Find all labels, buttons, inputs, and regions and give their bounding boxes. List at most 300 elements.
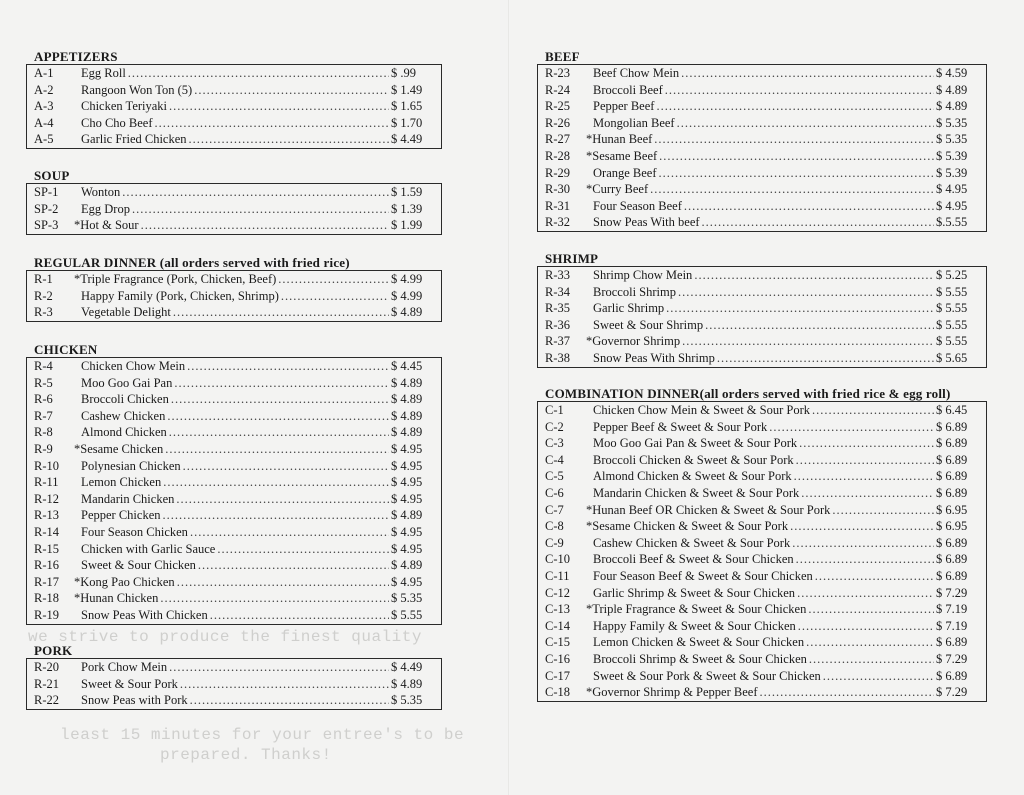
menu-item-row: [538, 214, 986, 231]
item-code: C-10: [545, 552, 570, 567]
item-code: SP-1: [34, 185, 59, 199]
menu-item-row: [538, 601, 986, 618]
item-name: Vegetable Delight: [81, 305, 171, 320]
leader-dots: [682, 333, 934, 350]
item-code: C-7: [545, 502, 564, 517]
item-code: R-33: [545, 268, 570, 282]
leader-dots: [183, 458, 389, 475]
item-name: Chicken Chow Mein: [81, 359, 186, 373]
leader-dots: [281, 288, 389, 305]
leader-dots: [169, 98, 389, 115]
section-title: CHICKEN: [34, 342, 98, 357]
item-price: $ 4.49: [391, 660, 423, 674]
item-code: C-16: [545, 651, 570, 666]
item-name: Snow Peas With Shrimp: [593, 350, 715, 365]
item-price: $ 1.99: [391, 218, 423, 233]
items-box: [26, 658, 442, 710]
item-price: $ 4.99: [391, 272, 423, 286]
item-name: Cashew Chicken: [81, 408, 166, 423]
leader-dots: [160, 590, 389, 607]
item-name: Cho Cho Beef: [81, 115, 153, 130]
menu-item-row: [27, 184, 441, 201]
item-code: SP-2: [34, 201, 59, 216]
item-price: $ 6.89: [936, 552, 968, 567]
item-name: Broccoli Chicken: [81, 392, 169, 407]
item-price: $ 4.95: [936, 182, 968, 197]
leader-dots: [174, 375, 389, 392]
item-code: C-5: [545, 469, 564, 484]
leader-dots: [769, 419, 934, 436]
menu-item-row: [27, 557, 441, 574]
items-box: [537, 64, 987, 232]
leader-dots: [702, 214, 934, 231]
item-code: R-2: [34, 288, 53, 303]
item-price: $ 6.89: [936, 535, 968, 550]
item-price: $ 4.95: [391, 441, 423, 456]
menu-item-row: [538, 300, 986, 317]
leader-dots: [797, 585, 934, 602]
leader-dots: [808, 601, 934, 618]
item-code: R-4: [34, 359, 53, 373]
item-code: R-27: [545, 132, 570, 147]
appetizers-section: [26, 49, 442, 149]
item-name: Garlic Shrimp: [593, 301, 665, 316]
menu-item-row: [538, 668, 986, 685]
menu-item-row: [538, 634, 986, 651]
regular-dinner-section: [26, 255, 442, 322]
item-code: C-1: [545, 403, 564, 417]
item-price: $ 5.55: [936, 334, 968, 349]
item-code: R-10: [34, 458, 59, 473]
menu-item-row: [538, 518, 986, 535]
menu-item-row: [27, 474, 441, 491]
menu-item-row: [538, 165, 986, 182]
item-name: Chicken with Garlic Sauce: [81, 541, 216, 556]
leader-dots: [812, 402, 934, 419]
item-price: $ 6.95: [936, 519, 968, 534]
menu-item-row: [538, 419, 986, 436]
item-code: R-13: [34, 508, 59, 523]
menu-item-row: [27, 458, 441, 475]
menu-item-row: [27, 408, 441, 425]
item-name: Egg Drop: [81, 201, 130, 216]
menu-item-row: [538, 115, 986, 132]
item-price: $ 4.89: [391, 508, 423, 523]
menu-item-row: [538, 402, 986, 419]
item-code: R-34: [545, 284, 570, 299]
menu-item-row: [27, 692, 441, 709]
leader-dots: [194, 82, 389, 99]
item-price: $ 4.89: [391, 305, 423, 320]
item-code: R-21: [34, 676, 59, 691]
item-code: R-31: [545, 198, 570, 213]
item-code: R-12: [34, 491, 59, 506]
item-code: R-18: [34, 591, 59, 606]
leader-dots: [832, 502, 934, 519]
item-price: $ 6.89: [936, 568, 968, 583]
menu-item-row: [538, 317, 986, 334]
item-name: Lemon Chicken & Sweet & Sour Chicken: [593, 635, 805, 650]
item-name: *Curry Beef: [586, 182, 649, 197]
item-code: C-18: [545, 685, 570, 700]
item-name: Broccoli Chicken & Sweet & Sour Pork: [593, 452, 794, 467]
item-name: Almond Chicken: [81, 425, 167, 440]
leader-dots: [176, 491, 389, 508]
item-name: Rangoon Won Ton (5): [81, 82, 193, 97]
item-code: R-26: [545, 115, 570, 130]
leader-dots: [760, 684, 935, 701]
menu-item-row: [27, 131, 441, 148]
leader-dots: [694, 267, 934, 284]
item-price: $ 4.45: [391, 359, 423, 373]
menu-item-row: [27, 491, 441, 508]
item-code: R-30: [545, 182, 570, 197]
item-price: $ .99: [391, 66, 416, 80]
item-name: Cashew Chicken & Sweet & Sour Pork: [593, 535, 791, 550]
item-name: *Sesame Chicken: [74, 441, 164, 456]
menu-item-row: [27, 676, 441, 693]
item-code: R-7: [34, 408, 53, 423]
item-code: R-37: [545, 334, 570, 349]
item-name: Polynesian Chicken: [81, 458, 181, 473]
leader-dots: [796, 452, 934, 469]
item-price: $ 5.35: [391, 591, 423, 606]
item-name: Pepper Chicken: [81, 508, 161, 523]
item-name: Sweet & Sour Shrimp: [593, 317, 704, 332]
item-name: Lemon Chicken: [81, 475, 162, 490]
menu-item-row: [538, 468, 986, 485]
leader-dots: [809, 651, 934, 668]
item-name: Garlic Shrimp & Sweet & Sour Chicken: [593, 585, 796, 600]
item-code: C-14: [545, 618, 570, 633]
item-code: R-22: [34, 693, 59, 708]
combination-dinner-section: [537, 386, 987, 702]
item-name: Egg Roll: [81, 66, 126, 80]
item-code: A-2: [34, 82, 54, 97]
item-price: $ 4.99: [391, 288, 423, 303]
menu-item-row: [538, 267, 986, 284]
leader-dots: [132, 201, 389, 218]
item-code: A-3: [34, 99, 54, 114]
leader-dots: [163, 474, 389, 491]
item-code: R-25: [545, 99, 570, 114]
section-title: SHRIMP: [545, 251, 599, 266]
item-code: C-15: [545, 635, 570, 650]
menu-item-row: [538, 131, 986, 148]
menu-item-row: [538, 333, 986, 350]
menu-item-row: [538, 651, 986, 668]
leader-dots: [678, 284, 934, 301]
item-code: C-17: [545, 668, 570, 683]
item-code: R-17: [34, 574, 59, 589]
item-price: $ 5.35: [936, 115, 968, 130]
item-price: $ 6.95: [936, 502, 968, 517]
item-name: Broccoli Beef & Sweet & Sour Chicken: [593, 552, 794, 567]
leader-dots: [799, 435, 934, 452]
leader-dots: [155, 115, 389, 132]
item-code: R-24: [545, 82, 570, 97]
item-price: $ 5.35: [391, 693, 423, 708]
leader-dots: [798, 618, 934, 635]
leader-dots: [141, 217, 389, 234]
item-code: R-38: [545, 350, 570, 365]
item-name: Chicken Chow Mein & Sweet & Sour Pork: [593, 403, 811, 417]
item-price: $ 4.89: [391, 558, 423, 573]
item-name: *Kong Pao Chicken: [74, 574, 175, 589]
leader-dots: [167, 408, 389, 425]
item-name: Happy Family & Sweet & Sour Chicken: [593, 618, 796, 633]
leader-dots: [654, 131, 934, 148]
leader-dots: [684, 198, 934, 215]
item-name: Broccoli Shrimp: [593, 284, 676, 299]
bleed-through-text: prepared. Thanks!: [160, 746, 332, 764]
item-price: $ 4.95: [391, 574, 423, 589]
item-code: R-29: [545, 165, 570, 180]
item-price: $ 4.89: [391, 375, 423, 390]
item-price: $ 4.59: [936, 66, 968, 80]
item-price: $ 6.89: [936, 419, 968, 434]
item-price: $ 6.89: [936, 469, 968, 484]
menu-item-row: [27, 217, 441, 234]
item-code: C-9: [545, 535, 564, 550]
menu-item-row: [538, 82, 986, 99]
item-price: $ 5.39: [936, 165, 968, 180]
item-price: $ 4.89: [391, 676, 423, 691]
item-name: Pork Chow Mein: [81, 660, 168, 674]
leader-dots: [717, 350, 934, 367]
item-name: Happy Family (Pork, Chicken, Shrimp): [81, 288, 279, 303]
item-code: R-23: [545, 66, 570, 80]
item-name: Almond Chicken & Sweet & Sour Pork: [593, 469, 792, 484]
item-price: $ 1.65: [391, 99, 423, 114]
item-price: $ 4.95: [391, 491, 423, 506]
item-code: R-36: [545, 317, 570, 332]
item-price: $ 6.89: [936, 635, 968, 650]
item-price: $ 5.39: [936, 148, 968, 163]
leader-dots: [173, 304, 389, 321]
menu-item-row: [538, 452, 986, 469]
leader-dots: [801, 485, 934, 502]
item-price: $ 7.29: [936, 685, 968, 700]
item-price: $ 1.49: [391, 82, 423, 97]
menu-item-row: [27, 391, 441, 408]
leader-dots: [180, 676, 389, 693]
item-code: R-3: [34, 305, 53, 320]
leader-dots: [169, 659, 389, 676]
bleed-through-text: we strive to produce the finest quality: [28, 628, 422, 646]
item-price: $ 4.89: [391, 425, 423, 440]
leader-dots: [815, 568, 934, 585]
menu-item-row: [27, 424, 441, 441]
leader-dots: [790, 518, 934, 535]
item-code: C-6: [545, 485, 564, 500]
leader-dots: [171, 391, 389, 408]
item-name: Orange Beef: [593, 165, 657, 180]
item-code: R-20: [34, 660, 59, 674]
section-title: BEEF: [545, 49, 580, 64]
item-price: $ 4.89: [936, 99, 968, 114]
item-name: Mongolian Beef: [593, 115, 675, 130]
item-name: Moo Goo Gai Pan & Sweet & Sour Pork: [593, 436, 798, 451]
leader-dots: [823, 668, 934, 685]
item-name: *Sesame Beef: [586, 148, 658, 163]
menu-item-row: [538, 535, 986, 552]
item-price: $ 5.55: [936, 317, 968, 332]
leader-dots: [122, 184, 389, 201]
item-price: $ 5.25: [936, 268, 968, 282]
item-code: C-13: [545, 602, 570, 617]
item-code: R-11: [34, 475, 59, 490]
leader-dots: [659, 165, 934, 182]
item-name: Broccoli Beef: [593, 82, 663, 97]
menu-item-row: [538, 435, 986, 452]
item-price: $ 4.95: [391, 475, 423, 490]
item-name: Beef Chow Mein: [593, 66, 680, 80]
menu-item-row: [538, 284, 986, 301]
leader-dots: [190, 524, 389, 541]
item-code: A-1: [34, 66, 54, 80]
item-name: Snow Peas with Pork: [81, 693, 188, 708]
item-price: $ 4.89: [391, 408, 423, 423]
menu-item-row: [27, 607, 441, 624]
leader-dots: [681, 65, 934, 82]
item-code: C-11: [545, 568, 570, 583]
section-title: APPETIZERS: [34, 49, 118, 64]
menu-item-row: [538, 98, 986, 115]
item-name: Four Season Beef: [593, 198, 682, 213]
item-name: *Hot & Sour: [74, 218, 139, 233]
item-price: $ 7.19: [936, 602, 968, 617]
leader-dots: [187, 358, 389, 375]
item-price: $ 6.89: [936, 436, 968, 451]
leader-dots: [278, 271, 389, 288]
item-code: C-3: [545, 436, 564, 451]
item-price: $ 4.95: [391, 524, 423, 539]
item-code: R-19: [34, 607, 59, 622]
item-name: *Governor Shrimp: [586, 334, 681, 349]
item-name: Pepper Beef: [593, 99, 655, 114]
item-name: Sweet & Sour Pork & Sweet & Sour Chicken: [593, 668, 821, 683]
beef-section: [537, 49, 987, 232]
menu-item-row: [27, 524, 441, 541]
item-code: A-5: [34, 132, 54, 147]
menu-item-row: [27, 304, 441, 321]
item-code: R-1: [34, 272, 53, 286]
leader-dots: [189, 131, 389, 148]
menu-item-row: [538, 684, 986, 701]
menu-item-row: [538, 618, 986, 635]
leader-dots: [656, 98, 934, 115]
menu-item-row: [27, 271, 441, 288]
menu-item-row: [538, 551, 986, 568]
item-code: C-8: [545, 519, 564, 534]
menu-item-row: [27, 507, 441, 524]
section-title: COMBINATION DINNER(all orders served with fried rice & egg roll): [545, 386, 951, 401]
item-code: R-32: [545, 215, 570, 230]
item-price: $ 7.19: [936, 618, 968, 633]
items-box: [26, 270, 442, 322]
bleed-through-text: least 15 minutes for your entree's to be: [60, 726, 465, 744]
leader-dots: [806, 634, 934, 651]
item-name: Sweet & Sour Chicken: [81, 558, 196, 573]
menu-item-row: [538, 568, 986, 585]
item-price: $ 6.89: [936, 452, 968, 467]
item-name: Moo Goo Gai Pan: [81, 375, 173, 390]
leader-dots: [796, 551, 934, 568]
leader-dots: [665, 82, 934, 99]
item-code: R-14: [34, 524, 59, 539]
items-box: [26, 64, 442, 149]
menu-item-row: [27, 590, 441, 607]
item-name: Chicken Teriyaki: [81, 99, 168, 114]
item-name: Sweet & Sour Pork: [81, 676, 178, 691]
item-name: Mandarin Chicken & Sweet & Sour Pork: [593, 485, 800, 500]
item-price: $ 4.89: [936, 82, 968, 97]
section-title: PORK: [34, 643, 73, 658]
item-price: $ 5.35: [936, 132, 968, 147]
items-box: [26, 183, 442, 235]
item-code: R-15: [34, 541, 59, 556]
item-name: Four Season Chicken: [81, 524, 188, 539]
leader-dots: [659, 148, 934, 165]
items-box: [26, 357, 442, 625]
item-name: *Hunan Beef OR Chicken & Sweet & Sour Pork: [586, 502, 831, 517]
item-name: Snow Peas With beef: [593, 215, 700, 230]
menu-item-row: [27, 98, 441, 115]
leader-dots: [210, 607, 389, 624]
shrimp-section: [537, 251, 987, 368]
pork-section: [26, 643, 442, 710]
item-code: R-16: [34, 558, 59, 573]
page-fold: [508, 0, 510, 795]
leader-dots: [190, 692, 389, 709]
item-code: R-6: [34, 392, 53, 407]
leader-dots: [198, 557, 389, 574]
item-name: Snow Peas With Chicken: [81, 607, 208, 622]
item-price: $ 5.55: [391, 607, 423, 622]
menu-item-row: [27, 659, 441, 676]
item-code: C-2: [545, 419, 564, 434]
item-code: R-35: [545, 301, 570, 316]
menu-item-row: [27, 288, 441, 305]
menu-item-row: [538, 198, 986, 215]
item-code: R-8: [34, 425, 53, 440]
item-name: *Triple Fragrance & Sweet & Sour Chicken: [586, 602, 807, 617]
item-price: $ 6.45: [936, 403, 968, 417]
section-title: SOUP: [34, 168, 70, 183]
item-name: Wonton: [81, 185, 121, 199]
menu-item-row: [27, 441, 441, 458]
chicken-section: [26, 342, 442, 625]
leader-dots: [169, 424, 389, 441]
item-name: Pepper Beef & Sweet & Sour Pork: [593, 419, 768, 434]
item-name: *Sesame Chicken & Sweet & Sour Pork: [586, 519, 789, 534]
item-price: $ 4.95: [391, 458, 423, 473]
leader-dots: [650, 181, 934, 198]
item-code: A-4: [34, 115, 54, 130]
item-code: R-28: [545, 148, 570, 163]
item-code: SP-3: [34, 218, 59, 233]
item-price: $ 4.95: [391, 541, 423, 556]
item-code: R-5: [34, 375, 53, 390]
soup-section: [26, 168, 442, 235]
item-price: $ 5.65: [936, 350, 968, 365]
menu-item-row: [27, 65, 441, 82]
item-price: $ 5.55: [936, 284, 968, 299]
section-title: REGULAR DINNER (all orders served with fried rice): [34, 255, 350, 270]
item-price: $ 6.89: [936, 668, 968, 683]
item-price: $.5.55: [936, 215, 968, 230]
